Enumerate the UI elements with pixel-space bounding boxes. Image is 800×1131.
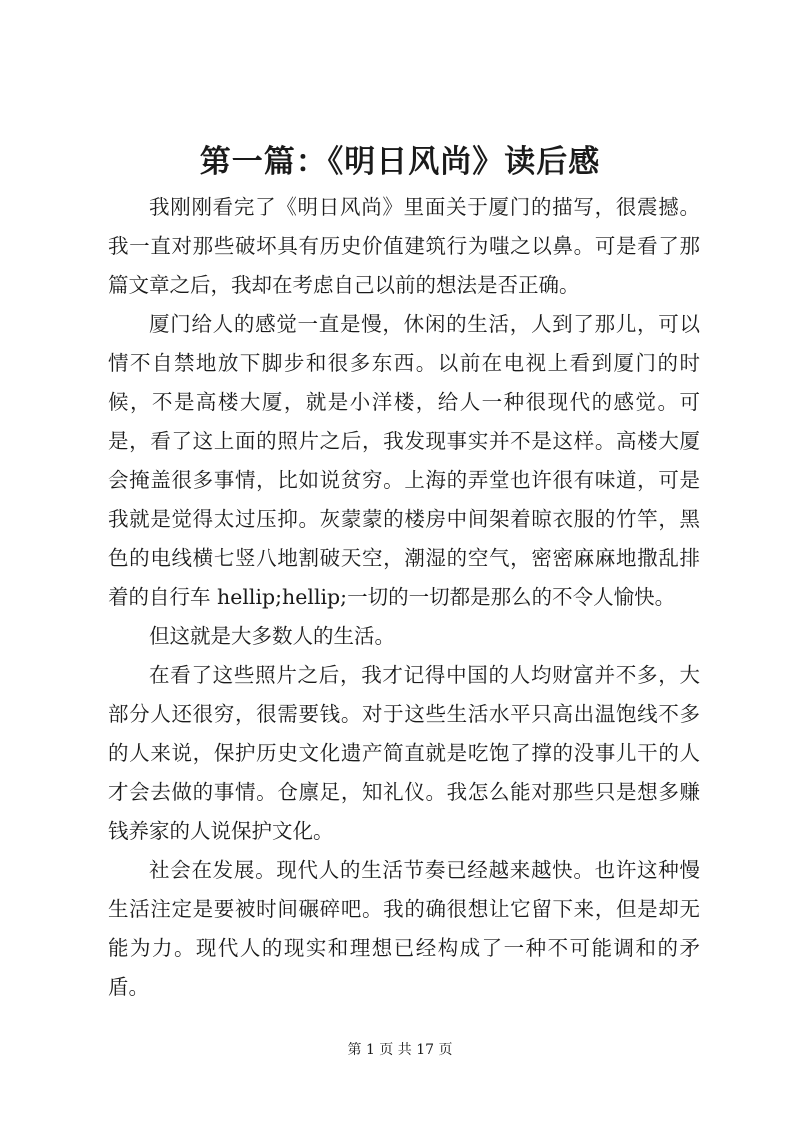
page-number-footer: 第 1 页 共 17 页 [347,1042,453,1058]
paragraph: 我刚刚看完了《明日风尚》里面关于厦门的描写，很震撼。我一直对那些破坏具有历史价值建筑行为嗤之以鼻。可是看了那篇文章之后，我却在考虑自己以前的想法是否正确。 [108,195,700,297]
paragraph: 厦门给人的感觉一直是慢，休闲的生活，人到了那儿，可以情不自禁地放下脚步和很多东西。以前在电视上看到厦门的时候，不是高楼大厦，就是小洋楼，给人一种很现代的感觉。可是，看了这上面的照片之后，我发现事实并不是这样。高楼大厦会掩盖很多事情，比如说贫穷。上海的弄堂也许很有味道，可是我就是觉得太过压抑。灰蒙蒙的楼房中间架着晾衣服的竹竿，黑色的电线横七竖八地割破天空，潮湿的空气，密密麻麻地撒乱排着的自行车 hellip;hellip;一切的一切都是那么的不令人愉快。 [108,312,700,609]
paragraph: 但这就是大多数人的生活。 [149,624,395,648]
document-title: 第一篇：《明日风尚》读后感 [199,144,601,180]
document-body [108,188,700,1007]
paragraph: 在看了这些照片之后，我才记得中国的人均财富并不多，大部分人还很穷，很需要钱。对于这些生活水平只高出温饱线不多的人来说，保护历史文化遗产简直就是吃饱了撑的没事儿干的人才会去做的事情。仓廪足，知礼仪。我怎么能对那些只是想多赚钱养家的人说保护文化。 [108,663,700,843]
paragraph: 社会在发展。现代人的生活节奏已经越来越快。也许这种慢生活注定是要被时间碾碎吧。我的确很想让它留下来，但是却无能为力。现代人的现实和理想已经构成了一种不可能调和的矛盾。 [108,858,700,999]
